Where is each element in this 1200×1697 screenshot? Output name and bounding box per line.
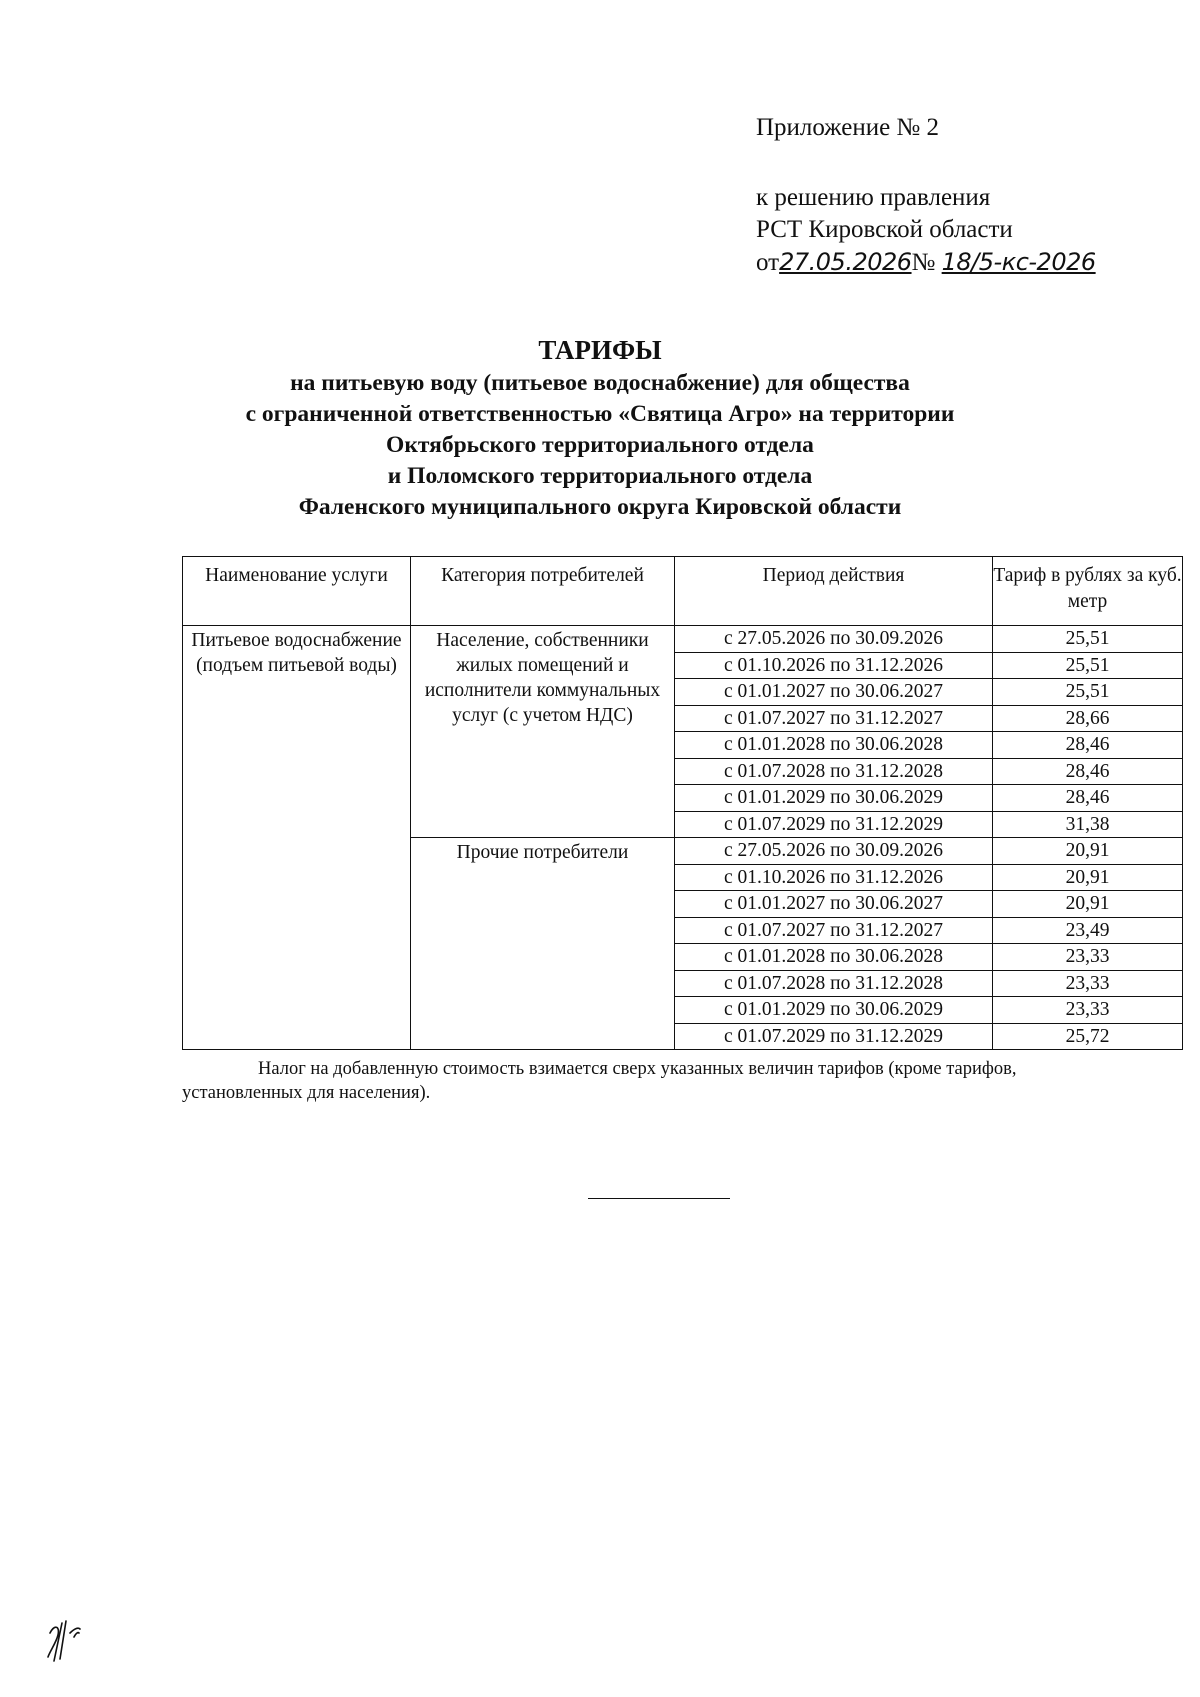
decision-line-2: РСТ Кировской области <box>756 216 1013 243</box>
period-cell: с 01.10.2026 по 31.12.2026 <box>675 864 993 891</box>
period-cell: с 27.05.2026 по 30.09.2026 <box>675 838 993 865</box>
category-population: Население, собственники жилых помещений и исполнители коммунальных услуг (с учетом НДС) <box>411 626 675 838</box>
header-service: Наименование услуги <box>183 557 411 626</box>
period-cell: с 01.01.2027 по 30.06.2027 <box>675 679 993 706</box>
initials-signature <box>44 1603 104 1663</box>
title-line: с ограниченной ответственностью «Святица Агро» на территории <box>245 401 955 427</box>
period-cell: с 01.10.2026 по 31.12.2026 <box>675 652 993 679</box>
decision-date-line <box>756 246 1096 279</box>
title-line: на питьевую воду (питьевое водоснабжение) для общества <box>290 370 910 396</box>
document-title <box>150 334 1050 523</box>
category-other: Прочие потребители <box>411 838 675 1050</box>
appendix-number: Приложение № 2 <box>756 114 940 141</box>
tariff-cell: 23,33 <box>993 944 1183 971</box>
header-category: Категория потребителей <box>411 557 675 626</box>
service-name: Питьевое водоснабжение (подъем питьевой воды) <box>183 626 411 1050</box>
period-cell: с 01.01.2028 по 30.06.2028 <box>675 944 993 971</box>
number-prefix: № <box>911 249 936 276</box>
tariff-cell: 28,66 <box>993 705 1183 732</box>
vat-note: Налог на добавленную стоимость взимается сверх указанных величин тарифов (кроме тарифов, установленных для населения). <box>182 1059 1017 1103</box>
period-cell: с 01.07.2029 по 31.12.2029 <box>675 811 993 838</box>
table-header-row <box>183 557 1183 626</box>
tariff-cell: 20,91 <box>993 838 1183 865</box>
table-row <box>183 626 1183 653</box>
period-cell: с 01.01.2029 по 30.06.2029 <box>675 997 993 1024</box>
period-cell: с 01.01.2027 по 30.06.2027 <box>675 891 993 918</box>
tariff-cell: 23,33 <box>993 997 1183 1024</box>
tariff-cell: 28,46 <box>993 732 1183 759</box>
period-cell: с 01.07.2028 по 31.12.2028 <box>675 970 993 997</box>
tariff-cell: 20,91 <box>993 864 1183 891</box>
tariff-cell: 25,51 <box>993 626 1183 653</box>
tariff-cell: 31,38 <box>993 811 1183 838</box>
tariff-cell: 20,91 <box>993 891 1183 918</box>
tariff-table <box>182 556 1183 1050</box>
period-cell: с 01.07.2027 по 31.12.2027 <box>675 917 993 944</box>
handwritten-date: 27.05.2026 <box>779 248 912 276</box>
period-cell: с 01.01.2029 по 30.06.2029 <box>675 785 993 812</box>
period-cell: с 01.01.2028 по 30.06.2028 <box>675 732 993 759</box>
handwritten-number: 18/5-кс-2026 <box>941 248 1096 276</box>
appendix-header <box>756 112 1096 279</box>
tariff-cell: 25,51 <box>993 652 1183 679</box>
tariff-cell: 28,46 <box>993 785 1183 812</box>
date-prefix: от <box>756 249 780 276</box>
tariff-cell: 23,33 <box>993 970 1183 997</box>
tariff-cell: 28,46 <box>993 758 1183 785</box>
tariff-cell: 25,72 <box>993 1023 1183 1050</box>
title-line: Фаленского муниципального округа Кировской области <box>298 494 902 520</box>
title-line: Октябрьского территориального отдела <box>386 432 814 458</box>
decision-line-1: к решению правления <box>756 184 991 211</box>
period-cell: с 01.07.2029 по 31.12.2029 <box>675 1023 993 1050</box>
period-cell: с 01.07.2027 по 31.12.2027 <box>675 705 993 732</box>
header-tariff: Тариф в рублях за куб. метр <box>993 557 1183 626</box>
tariff-cell: 23,49 <box>993 917 1183 944</box>
title-line: и Поломского территориального отдела <box>387 463 813 489</box>
tariff-cell: 25,51 <box>993 679 1183 706</box>
header-period: Период действия <box>675 557 993 626</box>
period-cell: с 27.05.2026 по 30.09.2026 <box>675 626 993 653</box>
period-cell: с 01.07.2028 по 31.12.2028 <box>675 758 993 785</box>
closing-divider <box>588 1198 730 1199</box>
title-heading: ТАРИФЫ <box>538 335 662 365</box>
